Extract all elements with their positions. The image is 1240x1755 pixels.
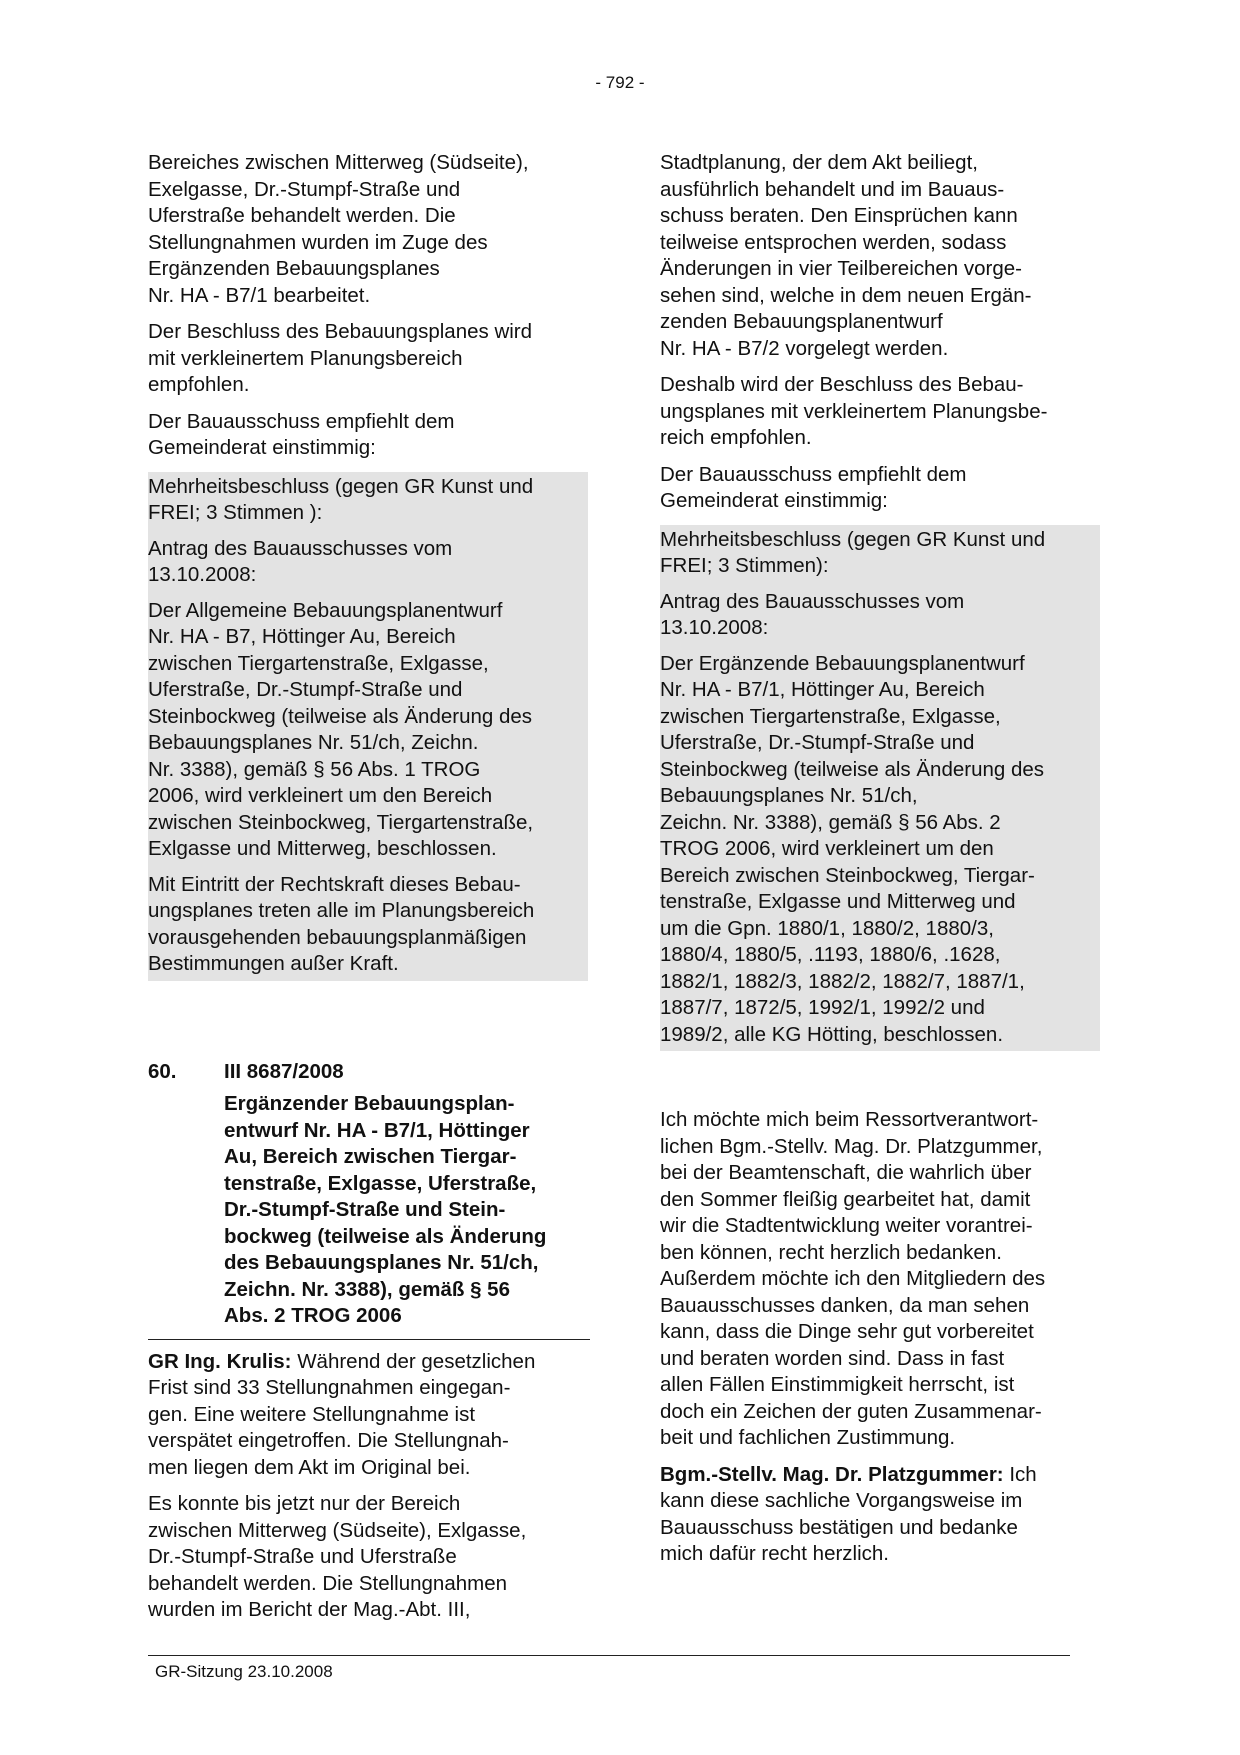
text-line: zenden Bebauungsplanentwurf [660,310,943,333]
text-line: ungsplanes mit verkleinertem Planungsbe- [660,399,1048,423]
text-line: mit verkleinertem Planungsbereich [148,346,463,370]
text-line: Ergänzenden Bebauungsplanes [148,257,440,280]
text-line: entwurf Nr. HA - B7/1, Höttinger [224,1118,530,1142]
speech-lines [148,1375,588,1481]
text-line: wir die Stadtentwicklung weiter vorantrei- [660,1214,1033,1237]
text-line: Bauausschusses danken, da man sehen [660,1293,1030,1317]
text-line: Uferstraße, Dr.-Stumpf-Straße und [148,678,463,701]
left-column [148,150,588,1634]
speech-paragraph [660,1462,1100,1568]
text-line: zwischen Tiergartenstraße, Exlgasse, [660,704,1001,728]
text-line: Zeichn. Nr. 3388), gemäß § 56 Abs. 2 [660,810,1001,834]
text-line: Es konnte bis jetzt nur der Bereich [148,1492,461,1515]
text-line: Nr. HA - B7/2 vorgelegt werden. [660,336,949,360]
text-line: Abs. 2 TROG 2006 [224,1304,402,1327]
text-line: 2006, wird verkleinert um den Bereich [148,784,493,807]
page-number: - 792 - [595,73,645,92]
text-line: den Sommer fleißig gearbeitet hat, damit [660,1187,1031,1211]
text-line: verspätet eingetroffen. Die Stellungnah- [148,1429,509,1452]
text-line: Antrag des Bauausschusses vom [148,536,453,560]
speech-first-line: Während der gesetzlichen [291,1349,536,1373]
text-line: Der Bauausschuss empfiehlt dem [148,409,455,433]
speaker-name: Bgm.-Stellv. Mag. Dr. Platzgummer: [660,1462,1004,1486]
text-line: doch ein Zeichen der guten Zusammenar- [660,1399,1042,1423]
text-line: Frist sind 33 Stellungnahmen eingegan- [148,1376,511,1399]
text-line: Ergänzender Bebauungsplan- [224,1092,515,1115]
motion-date [148,536,588,589]
vote-result [148,474,588,527]
resolution-text [148,872,588,978]
text-line: Nr. HA - B7, Höttinger Au, Bereich [148,625,456,648]
agenda-item-title [224,1091,588,1339]
text-line: Au, Bereich zwischen Tiergar- [224,1145,517,1168]
text-line: zwischen Steinbockweg, Tiergartenstraße, [148,810,534,834]
text-line: zwischen Mitterweg (Südseite), Exlgasse, [148,1518,527,1542]
vote-result [660,527,1100,580]
text-line: und beraten worden sind. Dass in fast [660,1346,1005,1370]
text-line: Mit Eintritt der Rechtskraft dieses Bebau- [148,872,521,896]
text-line: Änderungen in vier Teilbereichen vorge- [660,257,1023,280]
text-line: beit und fachlichen Zustimmung. [660,1426,956,1449]
text-line: Deshalb wird der Beschluss des Bebau- [660,373,1024,396]
text-line: tenstraße, Exlgasse und Mitterweg und [660,890,1016,913]
text-line: Der Bauausschuss empfiehlt dem [660,462,967,486]
text-line: ausführlich behandelt und im Bauaus- [660,177,1005,201]
text-line: Mehrheitsbeschluss (gegen GR Kunst und [148,474,534,498]
text-line: Uferstraße behandelt werden. Die [148,204,456,227]
text-line: des Bebauungsplanes Nr. 51/ch, [224,1251,539,1274]
text-line: 1880/4, 1880/5, .1193, 1880/6, .1628, [660,943,1001,966]
text-line: Der Beschluss des Bebauungsplanes wird [148,320,533,343]
text-line: vorausgehenden bebauungsplanmäßigen [148,925,527,949]
text-line: empfohlen. [148,373,250,396]
text-line: gen. Eine weitere Stellungnahme ist [148,1402,476,1426]
text-line: Bereiches zwischen Mitterweg (Südseite), [148,151,529,174]
text-line: kann diese sachliche Vorgangsweise im [660,1489,1023,1512]
text-line: Bereich zwischen Steinbockweg, Tiergar- [660,863,1035,887]
text-line: Außerdem möchte ich den Mitgliedern des [660,1267,1046,1290]
paragraph [660,372,1100,452]
text-line: lichen Bgm.-Stellv. Mag. Dr. Platzgummer, [660,1134,1043,1158]
text-line: Zeichn. Nr. 3388), gemäß § 56 [224,1277,510,1301]
text-line: schuss beraten. Den Einsprüchen kann [660,204,1018,227]
text-line: Bauausschuss bestätigen und bedanke [660,1515,1018,1539]
text-line: tenstraße, Exlgasse, Uferstraße, [224,1171,537,1195]
text-line: Gemeinderat einstimmig: [148,436,376,459]
text-line: bei der Beamtenschaft, die wahrlich über [660,1161,1032,1184]
text-line: Bebauungsplanes Nr. 51/ch, [660,784,918,807]
text-line: Exelgasse, Dr.-Stumpf-Straße und [148,177,461,201]
resolution-box [148,472,588,981]
speaker-name: GR Ing. Krulis: [148,1349,292,1373]
text-line: Dr.-Stumpf-Straße und Uferstraße [148,1545,457,1568]
text-line: bockweg (teilweise als Änderung [224,1224,547,1248]
text-line: kann, dass die Dinge sehr gut vorbereitet [660,1320,1034,1343]
text-line: Dr.-Stumpf-Straße und Stein- [224,1198,506,1221]
speech-lines [660,1488,1100,1568]
text-line: allen Fällen Einstimmigkeit herrscht, ist [660,1373,1015,1396]
text-line: FREI; 3 Stimmen ): [148,501,323,524]
text-line: Stellungnahmen wurden im Zuge des [148,230,488,254]
text-line: teilweise entsprochen werden, sodass [660,230,1007,254]
text-line: Nr. 3388), gemäß § 56 Abs. 1 TROG [148,757,481,781]
text-line: Gemeinderat einstimmig: [660,489,888,512]
text-line: Mehrheitsbeschluss (gegen GR Kunst und [660,527,1046,551]
right-column [660,150,1100,1578]
resolution-text [660,651,1100,1049]
paragraph [148,150,588,309]
motion-date [660,589,1100,642]
resolution-box [660,525,1100,1052]
text-line: Der Ergänzende Bebauungsplanentwurf [660,651,1025,675]
text-line: Uferstraße, Dr.-Stumpf-Straße und [660,731,975,754]
text-line: TROG 2006, wird verkleinert um den [660,837,994,860]
text-line: Der Allgemeine Bebauungsplanentwurf [148,598,503,622]
text-line: Steinbockweg (teilweise als Änderung des [148,704,533,728]
text-line: Nr. HA - B7/1, Höttinger Au, Bereich [660,678,985,701]
footer-session-label: GR-Sitzung 23.10.2008 [155,1662,333,1681]
text-line: Stadtplanung, der dem Akt beiliegt, [660,151,978,174]
text-line: Steinbockweg (teilweise als Änderung des [660,757,1045,781]
text-line: men liegen dem Akt im Original bei. [148,1455,471,1479]
paragraph [660,150,1100,362]
resolution-text [148,598,588,863]
paragraph [148,319,588,399]
text-line: mich dafür recht herzlich. [660,1542,890,1565]
text-line: Exlgasse und Mitterweg, beschlossen. [148,837,497,860]
text-line: Nr. HA - B7/1 bearbeitet. [148,283,371,307]
divider [148,1339,590,1340]
speech-first-line: Ich [1003,1462,1037,1486]
text-line: 1887/7, 1872/5, 1992/1, 1992/2 und [660,996,985,1019]
text-line: reich empfohlen. [660,426,812,449]
paragraph [148,1491,588,1624]
paragraph [148,409,588,462]
text-line: 1989/2, alle KG Hötting, beschlossen. [660,1022,1004,1046]
text-line: Ich möchte mich beim Ressortverantwort- [660,1108,1039,1131]
agenda-item-heading [148,1059,588,1086]
text-line: Antrag des Bauausschusses vom [660,589,965,613]
text-line: ungsplanes treten alle im Planungsbereich [148,899,535,922]
text-line: um die Gpn. 1880/1, 1880/2, 1880/3, [660,916,994,940]
text-line: behandelt werden. Die Stellungnahmen [148,1571,508,1595]
text-line: ben können, recht herzlich bedanken. [660,1240,1002,1264]
text-line: Bebauungsplanes Nr. 51/ch, Zeichn. [148,731,479,754]
text-line: 13.10.2008: [660,616,769,639]
text-line: 1882/1, 1882/3, 1882/2, 1882/7, 1887/1, [660,969,1025,993]
text-line: wurden im Bericht der Mag.-Abt. III, [148,1598,471,1621]
text-line: 13.10.2008: [148,563,257,586]
footer-divider [148,1655,1070,1656]
agenda-item-number: 60. [148,1059,177,1083]
paragraph [660,462,1100,515]
agenda-item-reference: III 8687/2008 [224,1059,344,1083]
text-line: sehen sind, welche in dem neuen Ergän- [660,283,1032,307]
text-line: FREI; 3 Stimmen): [660,554,829,577]
text-line: Bestimmungen außer Kraft. [148,952,399,975]
paragraph [660,1107,1100,1452]
speech-paragraph [148,1349,588,1482]
text-line: zwischen Tiergartenstraße, Exlgasse, [148,651,489,675]
